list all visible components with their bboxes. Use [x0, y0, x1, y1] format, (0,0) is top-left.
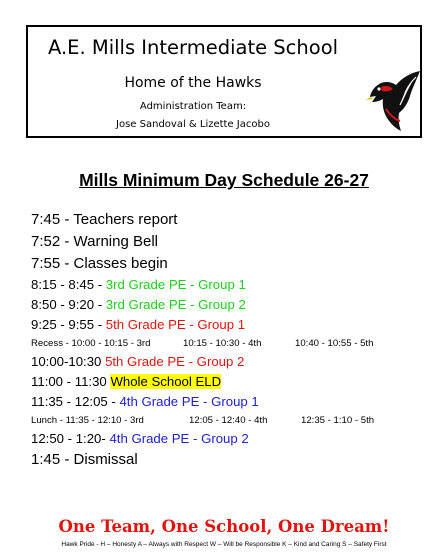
recess-4th: 10:15 - 10:30 - 4th [183, 338, 262, 349]
pe-time: 8:15 - 8:45 - [31, 277, 106, 292]
schedule-row [31, 392, 441, 412]
school-header [26, 25, 422, 138]
pe-label: 3rd Grade PE - Group 2 [105, 297, 246, 312]
recess-5th: 10:40 - 10:55 - 5th [295, 338, 374, 349]
pe-label: 4th Grade PE - Group 2 [109, 431, 249, 446]
schedule-list [31, 209, 441, 471]
school-name: A.E. Mills Intermediate School [47, 36, 339, 59]
schedule-row [31, 352, 441, 372]
pe-time: 11:35 - 12:05 - [31, 394, 120, 409]
warning-bell-text: 7:52 - Warning Bell [31, 233, 159, 250]
eld-label: Whole School ELD [110, 374, 222, 389]
lunch-4th: 12:05 - 12:40 - 4th [189, 415, 268, 426]
pe-label: 3rd Grade PE - Group 1 [105, 277, 246, 292]
schedule-row [31, 372, 441, 392]
admin-team-names: Jose Sandoval & Lizette Jacobo [116, 119, 270, 130]
pe-label: 4th Grade PE - Group 1 [119, 394, 259, 409]
schedule-row [31, 449, 441, 471]
school-slogan: One Team, One School, One Dream! [58, 517, 390, 536]
admin-team-label: Administration Team: [139, 101, 247, 112]
hawk-pride-line: Hawk Pride - H – Honesty A – Always with Respect W – Will be Responsible K – Kind and Caring S – Safety First [61, 541, 387, 548]
pe-label: 5th Grade PE - Group 1 [105, 317, 246, 332]
pe-label: 5th Grade PE - Group 2 [105, 354, 245, 369]
pe-time: 8:50 - 9:20 - [31, 297, 106, 312]
schedule-row [31, 253, 441, 275]
classes-begin-text: 7:55 - Classes begin [31, 255, 168, 272]
schedule-row [31, 231, 441, 253]
school-motto: Home of the Hawks [124, 75, 262, 91]
pe-time: 10:00-10:30 [31, 354, 106, 369]
dismissal-text: 1:45 - Dismissal [31, 451, 138, 468]
hawk-logo-icon [366, 69, 422, 133]
recess-row [31, 335, 441, 352]
schedule-row [31, 295, 441, 315]
lunch-5th: 12:35 - 1:10 - 5th [301, 415, 375, 426]
lunch-row [31, 412, 441, 429]
recess-3rd: Recess - 10:00 - 10:15 - 3rd [31, 338, 151, 349]
eld-time: 11:00 - 11:30 [31, 374, 111, 389]
pe-time: 12:50 - 1:20- [31, 431, 110, 446]
pe-time: 9:25 - 9:55 - [31, 317, 106, 332]
lunch-3rd: Lunch - 11:35 - 12:10 - 3rd [31, 415, 144, 426]
schedule-row [31, 429, 441, 449]
schedule-title: Mills Minimum Day Schedule 26-27 [79, 170, 369, 190]
schedule-row [31, 209, 441, 231]
schedule-row [31, 275, 441, 295]
teachers-report-text: 7:45 - Teachers report [31, 211, 178, 228]
schedule-row [31, 315, 441, 335]
